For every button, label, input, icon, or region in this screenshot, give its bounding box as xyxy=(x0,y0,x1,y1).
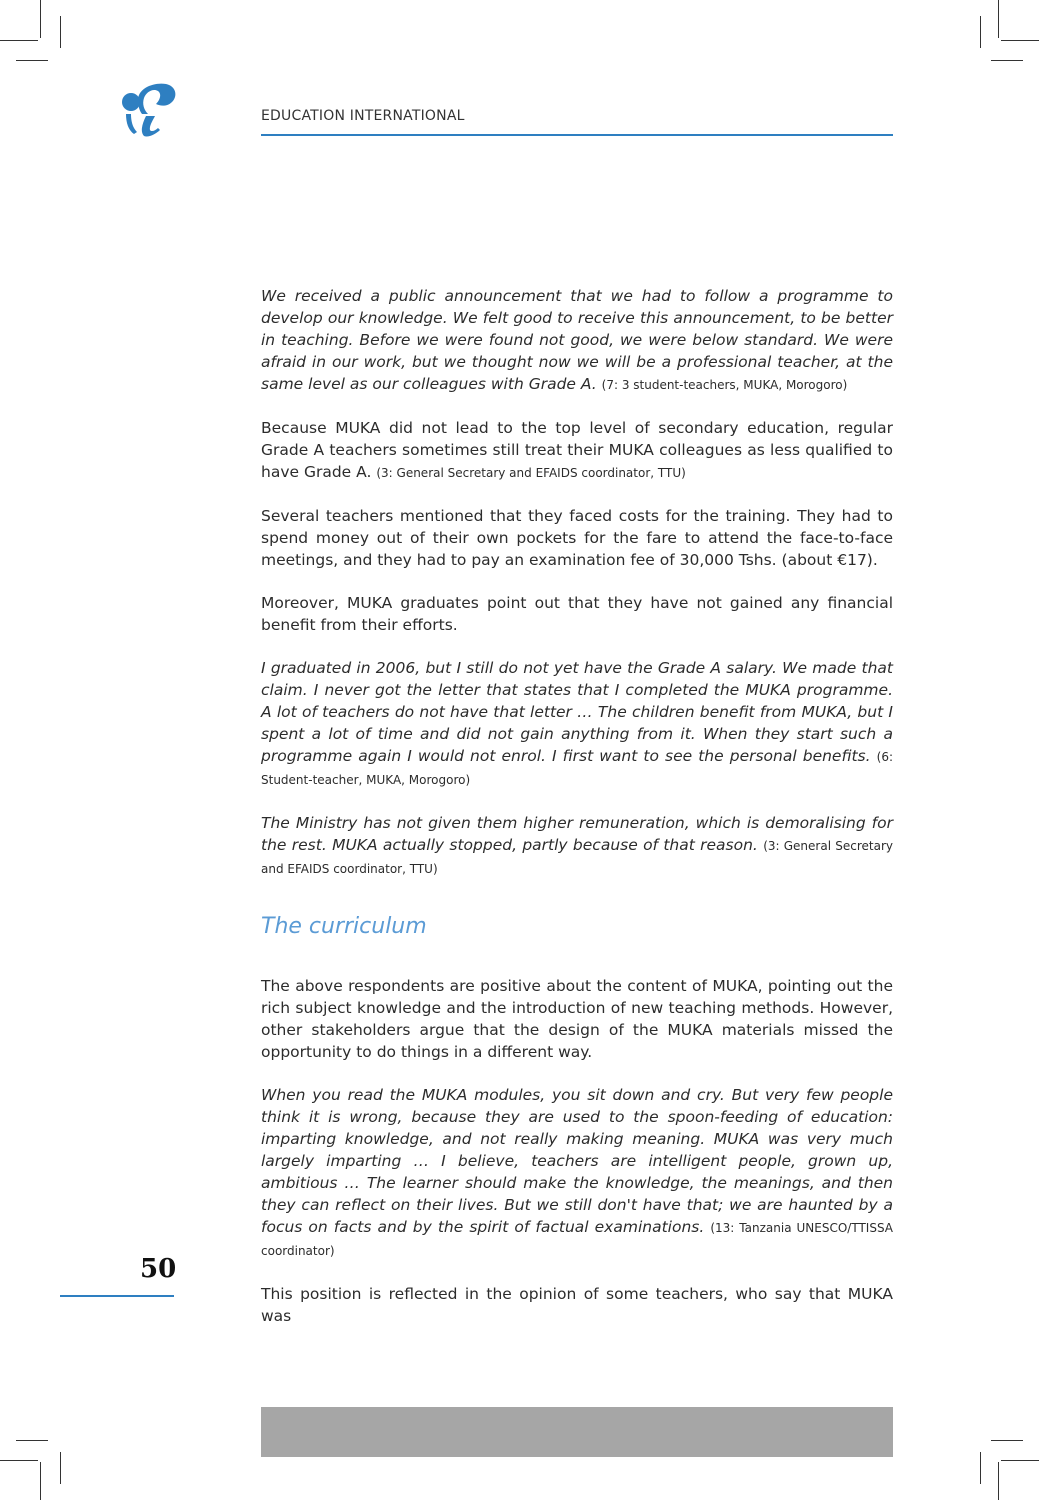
paragraph-text: Because MUKA did not lead to the top level of secondary education, regular Grade A teachers sometimes still treat their MUKA colleagues as less qualified to have Grade A. xyxy=(261,419,893,481)
crop-mark xyxy=(1001,1460,1039,1461)
page-number: 50 xyxy=(140,1254,177,1284)
footer-bar xyxy=(261,1407,893,1457)
quote-text: I graduated in 2006, but I still do not yet have the Grade A salary. We made that claim. I never got the letter that states that I completed the MUKA programme. A lot of teachers do not have that letter … The children benefit from MUKA, but I spent a lot of time and did not gain anything from it. When they start such a programme again I would not enrol. I first want to see the personal benefits. xyxy=(261,659,893,765)
header-divider xyxy=(261,134,893,136)
crop-mark xyxy=(991,1440,1023,1441)
quote-paragraph xyxy=(261,812,893,880)
quote-paragraph xyxy=(261,1084,893,1262)
quote-text: When you read the MUKA modules, you sit down and cry. But very few people think it is wrong, because they are used to the spoon-feeding of education: imparting knowledge, and not really making meaning. MUKA was very much largely imparting … I believe, teachers are intelligent people, grown up, ambitious … The learner should make the knowledge, the meanings, and then they can reflect on their lives. But we still don't have that; we are haunted by a focus on facts and by the spirit of factual examinations. xyxy=(261,1086,893,1236)
quote-paragraph xyxy=(261,285,893,396)
crop-mark xyxy=(0,40,38,41)
main-content xyxy=(261,285,893,1348)
quote-text: The Ministry has not given them higher remuneration, which is demoralising for the rest. MUKA actually stopped, partly because of that reason. xyxy=(261,814,893,854)
header-title: EDUCATION INTERNATIONAL xyxy=(261,108,465,124)
paragraph-source: (3: General Secretary and EFAIDS coordinator, TTU) xyxy=(376,466,686,480)
crop-mark xyxy=(16,60,48,61)
crop-mark xyxy=(980,1452,981,1484)
crop-mark xyxy=(40,1462,41,1500)
crop-mark xyxy=(0,1460,38,1461)
body-paragraph xyxy=(261,417,893,484)
quote-text: We received a public announcement that we had to follow a programme to develop our knowledge. We felt good to receive this announcement, to be better in teaching. Before we were found not good, we were below standard. We were afraid in our work, but we thought now we will be a professional teacher, at the same level as our colleagues with Grade A. xyxy=(261,287,893,393)
quote-paragraph xyxy=(261,657,893,791)
section-heading: The curriculum xyxy=(261,914,427,939)
page-number-underline xyxy=(60,1295,174,1297)
crop-mark xyxy=(60,16,61,48)
education-international-logo xyxy=(120,80,182,138)
crop-mark xyxy=(16,1440,48,1441)
crop-mark xyxy=(1001,40,1039,41)
body-paragraph: This position is reflected in the opinion of some teachers, who say that MUKA was xyxy=(261,1285,893,1325)
crop-mark xyxy=(60,1452,61,1484)
crop-mark xyxy=(40,0,41,38)
quote-source: (7: 3 student-teachers, MUKA, Morogoro) xyxy=(601,378,848,392)
body-paragraph: The above respondents are positive about the content of MUKA, pointing out the rich subject knowledge and the introduction of new teaching methods. However, other stakeholders argue that the design of the MUKA materials missed the opportunity to do things in a different way. xyxy=(261,977,893,1061)
body-paragraph: Several teachers mentioned that they faced costs for the training. They had to spend money out of their own pockets for the fare to attend the face-to-face meetings, and they had to pay an examination fee of 30,000 Tshs. (about €17). xyxy=(261,507,893,569)
crop-mark xyxy=(980,16,981,48)
crop-mark xyxy=(998,0,999,38)
quote-source: (3: General Secretary and EFAIDS coordinator, TTU) xyxy=(261,839,893,876)
quote-source: (13: Tanzania UNESCO/TTISSA coordinator) xyxy=(261,1221,893,1258)
crop-mark xyxy=(998,1462,999,1500)
quote-source: (6: Student-teacher, MUKA, Morogoro) xyxy=(261,750,893,787)
body-paragraph: Moreover, MUKA graduates point out that they have not gained any financial benefit from their efforts. xyxy=(261,594,893,634)
crop-mark xyxy=(991,60,1023,61)
